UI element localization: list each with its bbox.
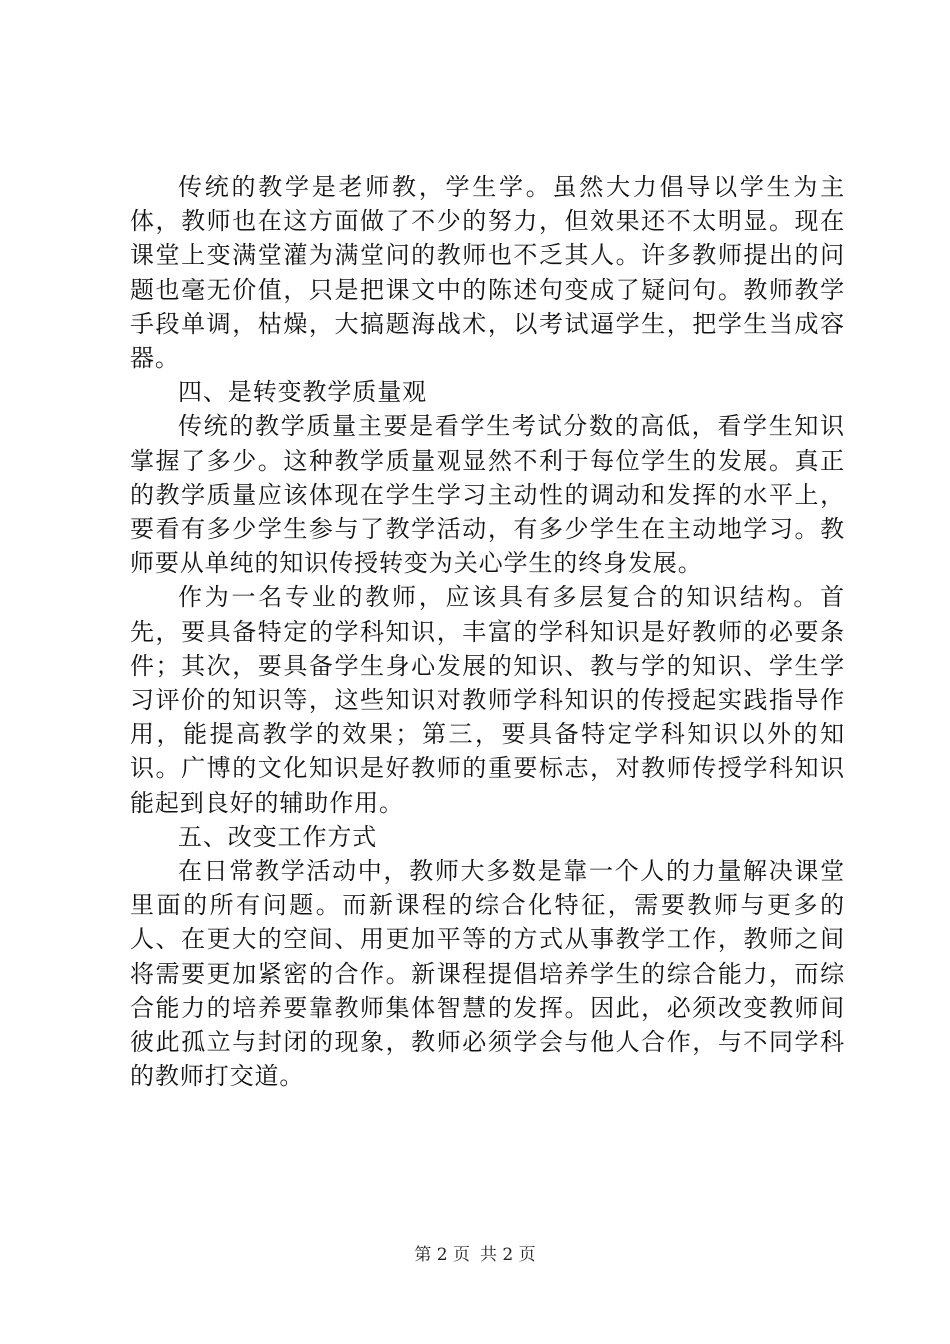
- page-total: 共 2 页: [480, 1245, 536, 1265]
- page-footer: [0, 1244, 950, 1266]
- paragraph-teaching-methods: 传统的教学是老师教，学生学。虽然大力倡导以学生为主体，教师也在这方面做了不少的努力，但效果还不太明显。现在课堂上变满堂灌为满堂问的教师也不乏其人。许多教师提出的问题也毫无价值，只是把课文中的陈述句变成了疑问句。教师教学手段单调，枯燥，大搞题海战术，以考试逼学生，把学生当成容器。: [130, 173, 845, 373]
- paragraph-knowledge-structure: 作为一名专业的教师，应该具有多层复合的知识结构。首先，要具备特定的学科知识，丰富的学科知识是好教师的必要条件；其次，要具备学生身心发展的知识、教与学的知识、学生学习评价的知识等，这些知识对教师学科知识的传授起实践指导作用，能提高教学的效果；第三，要具备特定学科知识以外的知识。广博的文化知识是好教师的重要标志，对教师传授学科知识能起到良好的辅助作用。: [130, 583, 845, 817]
- section-heading-work-style: 五、改变工作方式: [178, 822, 378, 851]
- document-body: [130, 170, 845, 1093]
- section-heading-quality-view: 四、是转变教学质量观: [178, 378, 427, 407]
- paragraph-quality-view: 传统的教学质量主要是看学生考试分数的高低，看学生知识掌握了多少。这种教学质量观显然不利于每位学生的发展。真正的教学质量应该体现在学生学习主动性的调动和发挥的水平上，要看有多少学生参与了教学活动，有多少学生在主动地学习。教师要从单纯的知识传授转变为关心学生的终身发展。: [130, 412, 845, 578]
- paragraph-work-style: 在日常教学活动中，教师大多数是靠一个人的力量解决课堂里面的所有问题。而新课程的综合化特征，需要教师与更多的人、在更大的空间、用更加平等的方式从事教学工作，教师之间将需要更加紧密的合作。新课程提倡培养学生的综合能力，而综合能力的培养要靠教师集体智慧的发挥。因此，必须改变教师间彼此孤立与封闭的现象，教师必须学会与他人合作，与不同学科的教师打交道。: [130, 857, 845, 1091]
- page-number: 第 2 页: [414, 1245, 470, 1265]
